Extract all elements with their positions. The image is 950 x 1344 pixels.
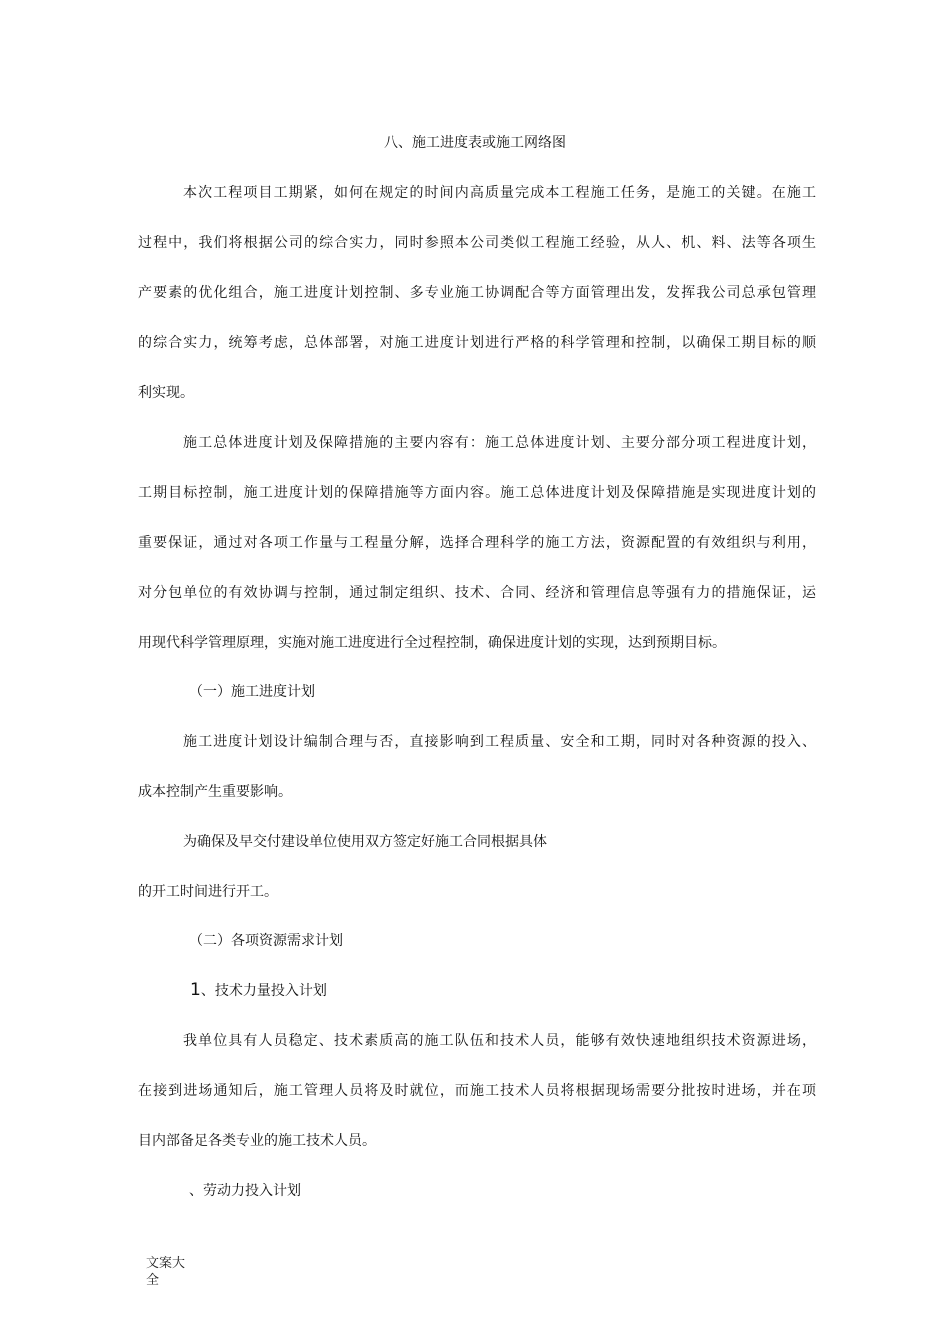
intro-line-4: 的综合实力，统筹考虑，总体部署，对施工进度计划进行严格的科学管理和控制，以确保工期目标的顺	[138, 335, 816, 351]
technical-line-2: 在接到进场通知后，施工管理人员将及时就位，而施工技术人员将根据现场需要分批按时进场，并在项	[138, 1083, 816, 1099]
intro-line-5: 利实现。	[138, 385, 194, 401]
subsection-number: 1	[190, 980, 201, 1000]
overview-line-1: 施工总体进度计划及保障措施的主要内容有：施工总体进度计划、主要分部分项工程进度计划，	[183, 435, 816, 451]
schedule-para2-line-1: 为确保及早交付建设单位使用双方签定好施工合同根据具体	[183, 834, 547, 850]
schedule-para1-line-2: 成本控制产生重要影响。	[138, 784, 292, 800]
overview-line-3: 重要保证，通过对各项工作量与工程量分解，选择合理科学的施工方法，资源配置的有效组织与利用，	[138, 535, 816, 551]
document-title: 八、施工进度表或施工网络图	[384, 135, 566, 151]
technical-line-3: 目内部备足各类专业的施工技术人员。	[138, 1133, 376, 1149]
section-heading-schedule: （一）施工进度计划	[189, 684, 315, 700]
subsection-heading-technical	[190, 980, 327, 1001]
overview-line-4: 对分包单位的有效协调与控制，通过制定组织、技术、合同、经济和管理信息等强有力的措施保证，运	[138, 585, 816, 601]
intro-line-3: 产要素的优化组合，施工进度计划控制、多专业施工协调配合等方面管理出发，发挥我公司总承包管理	[138, 285, 816, 301]
subsection-heading-labor: 、劳动力投入计划	[189, 1183, 301, 1199]
technical-line-1: 我单位具有人员稳定、技术素质高的施工队伍和技术人员，能够有效快速地组织技术资源进场，	[183, 1033, 816, 1049]
overview-line-2: 工期目标控制，施工进度计划的保障措施等方面内容。施工总体进度计划及保障措施是实现进度计划的	[138, 485, 816, 501]
schedule-para2-line-2: 的开工时间进行开工。	[138, 884, 278, 900]
subsection-label: 、技术力量投入计划	[200, 983, 327, 999]
section-heading-resources: （二）各项资源需求计划	[189, 933, 343, 949]
overview-line-5: 用现代科学管理原理，实施对施工进度进行全过程控制，确保进度计划的实现，达到预期目标。	[138, 635, 726, 651]
intro-line-1: 本次工程项目工期紧，如何在规定的时间内高质量完成本工程施工任务，是施工的关键。在施工	[183, 185, 816, 201]
schedule-para1-line-1: 施工进度计划设计编制合理与否，直接影响到工程质量、安全和工期，同时对各种资源的投入、	[183, 734, 816, 750]
intro-line-2: 过程中，我们将根据公司的综合实力，同时参照本公司类似工程施工经验，从人、机、料、法等各项生	[138, 235, 816, 251]
page-footer: 文案大全	[146, 1256, 186, 1288]
